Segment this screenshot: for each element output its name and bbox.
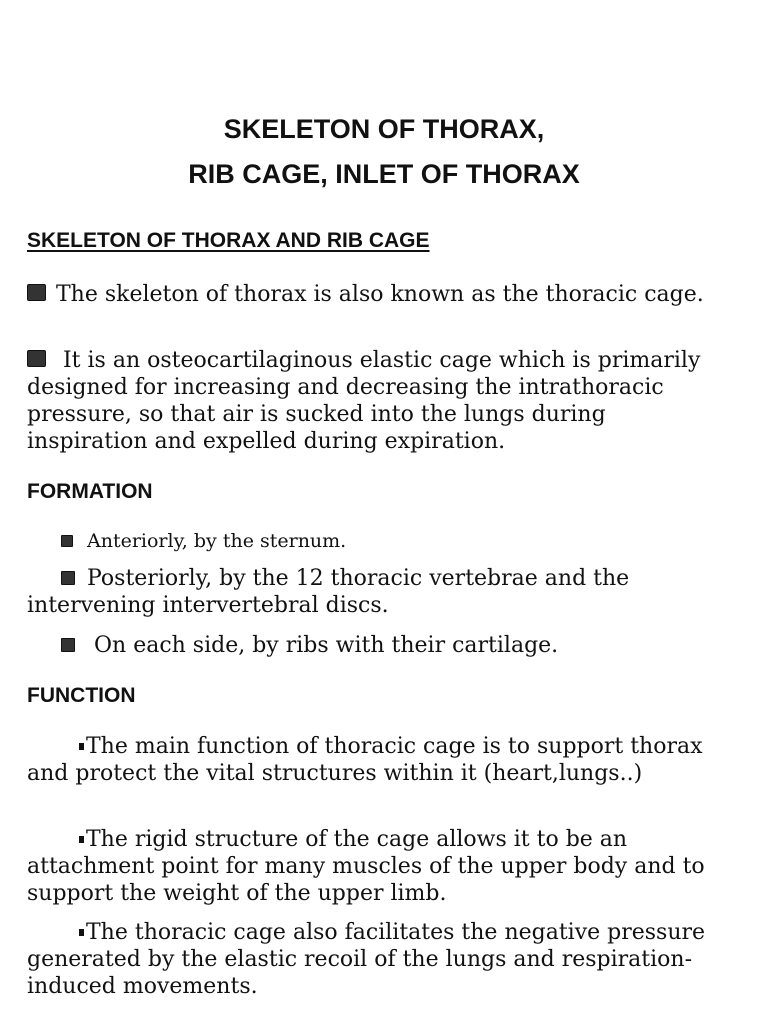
formation-item-3 <box>27 632 727 659</box>
black-square-icon <box>61 535 73 547</box>
section-heading-function: FUNCTION <box>27 684 136 707</box>
small-square-bullet-icon <box>79 929 84 936</box>
page-title-line-2: RIB CAGE, INLET OF THORAX <box>188 159 580 189</box>
list-item-text: The thoracic cage also facilitates the negative pressure generated by the elastic recoil of the lungs and respiration- induced movements. <box>27 920 706 999</box>
list-item-text: The main function of thoracic cage is to support thorax and protect the vital structures within it (heart,lungs..) <box>27 734 703 786</box>
list-item-text: Posteriorly, by the 12 thoracic vertebrae and the intervening intervertebral discs. <box>27 566 630 618</box>
page-title-line-1: SKELETON OF THORAX, <box>223 114 545 144</box>
paragraph-text: The skeleton of thorax is also known as the thoracic cage. <box>56 282 704 307</box>
list-item-text: The rigid structure of the cage allows it to be an attachment point for many muscles of the upper body and to support the weight of the upper limb. <box>27 827 705 906</box>
function-item-3 <box>27 919 727 1000</box>
black-square-icon <box>27 350 46 367</box>
small-square-bullet-icon <box>79 743 84 750</box>
formation-item-1 <box>27 529 727 553</box>
skeleton-paragraph-1 <box>27 281 727 308</box>
list-item-text: Anteriorly, by the sternum. <box>87 530 347 552</box>
black-square-icon <box>61 571 75 585</box>
list-item-text: On each side, by ribs with their cartilage. <box>87 633 559 658</box>
black-square-icon <box>61 638 75 652</box>
section-heading-formation: FORMATION <box>27 480 153 503</box>
paragraph-text: It is an osteocartilaginous elastic cage which is primarily designed for increasing and decreasing the intrathoracic pressure, so that air is sucked into the lungs during inspiration and expelled during expiration. <box>27 348 701 454</box>
small-square-bullet-icon <box>79 836 84 843</box>
function-item-2 <box>27 826 727 907</box>
black-square-icon <box>27 284 46 301</box>
section-heading-skeleton: SKELETON OF THORAX AND RIB CAGE <box>27 229 430 252</box>
skeleton-paragraph-2 <box>27 347 727 455</box>
formation-item-2 <box>27 565 727 619</box>
function-item-1 <box>27 733 727 787</box>
